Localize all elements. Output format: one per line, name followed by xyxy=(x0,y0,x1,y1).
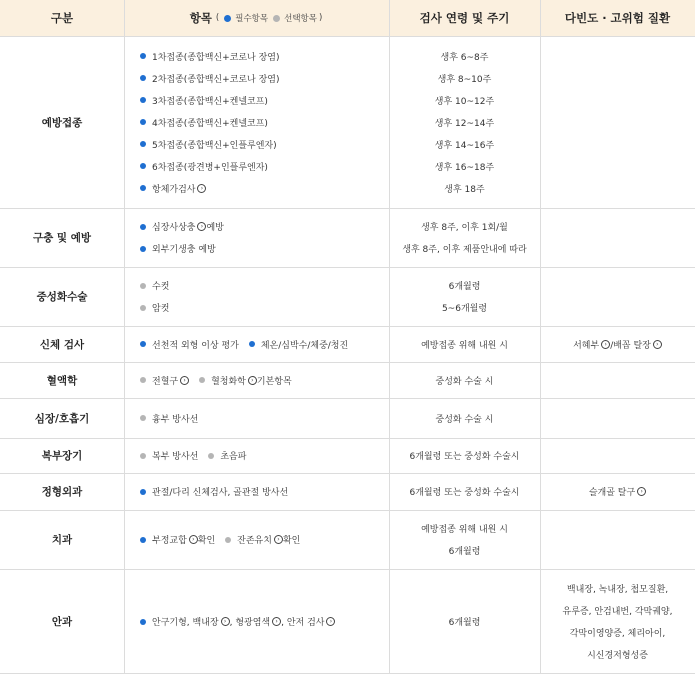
required-dot-icon xyxy=(140,246,146,252)
age-period: 생후 18주 xyxy=(444,184,485,195)
required-dot-icon xyxy=(140,163,146,169)
item-line xyxy=(140,445,256,467)
item-label: 체온/심박수/체중/청진 xyxy=(260,340,349,351)
required-dot-icon xyxy=(249,341,255,347)
age-period: 중성화 수술 시 xyxy=(435,376,494,387)
optional-item xyxy=(140,279,169,292)
age-period: 생후 8~10주 xyxy=(437,74,492,85)
required-dot-icon xyxy=(140,75,146,81)
category-label: 안과 xyxy=(51,616,73,628)
required-dot-icon xyxy=(140,224,146,230)
optional-dot-icon xyxy=(140,283,146,289)
required-item xyxy=(249,338,348,351)
item-line xyxy=(140,611,345,633)
age-period: 6개월령 또는 중성화 수술시 xyxy=(409,452,520,462)
item-line xyxy=(140,89,278,111)
item-line xyxy=(140,481,298,503)
category-label: 구충 및 예방 xyxy=(32,232,92,244)
item-label: 5차접종(종합백신+인플루엔자) xyxy=(152,140,277,151)
age-period: 5~6개월령 xyxy=(441,304,488,314)
item-label: 심장사상충 xyxy=(152,223,196,233)
legend-required-label: 필수항목 xyxy=(235,14,269,24)
required-dot-icon xyxy=(140,489,146,495)
disease-line xyxy=(540,644,695,666)
header-age: 검사 연령 및 주기 xyxy=(419,11,510,25)
age-period: 생후 12~14주 xyxy=(434,118,495,129)
required-dot-icon xyxy=(140,185,146,191)
required-dot-icon xyxy=(140,97,146,103)
required-dot-icon xyxy=(140,341,146,347)
optional-item xyxy=(225,533,300,546)
item-line xyxy=(140,133,287,155)
age-period: 생후 8주, 이후 1회/월 xyxy=(421,223,508,233)
optional-dot-icon xyxy=(140,377,146,383)
item-suffix: 예방 xyxy=(206,223,224,233)
age-period: 6개월령 xyxy=(448,282,481,292)
optional-item xyxy=(208,449,246,462)
item-label: 암컷 xyxy=(152,304,170,314)
info-circle-icon[interactable] xyxy=(189,535,198,544)
item-label: 1차접종(종합백신+코로나 장염) xyxy=(152,52,280,63)
age-period: 생후 6~8주 xyxy=(440,52,489,63)
required-dot-icon xyxy=(140,141,146,147)
item-suffix: 기본항목 xyxy=(256,376,292,387)
optional-dot-icon xyxy=(140,453,146,459)
age-period: 생후 10~12주 xyxy=(434,96,495,107)
item-line xyxy=(140,275,179,297)
item-label: 혈청화학 xyxy=(211,376,246,387)
info-circle-icon[interactable] xyxy=(637,487,646,496)
item-line xyxy=(140,177,216,199)
item-line xyxy=(140,407,208,429)
optional-dot-icon xyxy=(199,377,205,383)
category-label: 예방접종 xyxy=(41,116,83,129)
required-dot-icon xyxy=(140,619,146,625)
item-label: 부정교합 xyxy=(152,536,187,546)
info-circle-icon[interactable] xyxy=(197,184,206,193)
item-line xyxy=(140,238,226,260)
header-diseases: 다빈도 · 고위험 질환 xyxy=(564,11,671,25)
item-line xyxy=(140,155,278,177)
column-divider xyxy=(124,0,125,674)
optional-dot-icon xyxy=(208,453,214,459)
item-line xyxy=(140,369,302,391)
age-period: 생후 14~16주 xyxy=(434,140,495,151)
age-period: 생후 16~18주 xyxy=(434,162,495,173)
category-label: 중성화수술 xyxy=(36,291,88,303)
item-label: 잔존유치 xyxy=(237,536,272,546)
info-circle-icon[interactable] xyxy=(653,340,662,349)
required-dot-icon xyxy=(224,15,231,22)
disease-item xyxy=(540,481,695,503)
info-circle-icon[interactable] xyxy=(221,617,230,626)
info-circle-icon[interactable] xyxy=(248,376,257,385)
info-circle-icon[interactable] xyxy=(180,376,189,385)
item-label: 전혈구 xyxy=(152,376,179,387)
required-item xyxy=(140,160,268,173)
required-dot-icon xyxy=(140,53,146,59)
required-dot-icon xyxy=(140,537,146,543)
optional-dot-icon xyxy=(140,305,146,311)
item-suffix: , 형광염색 xyxy=(229,618,271,628)
info-circle-icon[interactable] xyxy=(197,222,206,231)
disease-label: 유루증, 안검내번, 각막궤양, xyxy=(562,607,673,617)
required-item xyxy=(140,242,216,255)
item-label: 외부기생충 예방 xyxy=(152,245,216,255)
disease-label: 각막이영양증, 체리아이, xyxy=(569,629,666,639)
required-item xyxy=(140,138,277,151)
info-circle-icon[interactable] xyxy=(274,535,283,544)
required-item xyxy=(140,615,335,628)
required-item xyxy=(140,338,239,351)
item-suffix: , 안저 검사 xyxy=(281,618,325,628)
category-label: 정형외과 xyxy=(41,486,83,498)
required-item xyxy=(140,116,268,129)
info-circle-icon[interactable] xyxy=(601,340,610,349)
item-suffix: 확인 xyxy=(197,536,216,546)
optional-dot-icon xyxy=(225,537,231,543)
item-line xyxy=(140,111,278,133)
category-label: 혈액학 xyxy=(46,374,78,387)
item-line xyxy=(140,529,310,551)
optional-item xyxy=(199,374,292,387)
disease-label: 슬개골 탈구 xyxy=(588,488,636,498)
optional-item xyxy=(140,374,189,387)
item-line xyxy=(140,333,358,355)
disease-line xyxy=(540,600,695,622)
item-label: 흉부 방사선 xyxy=(152,414,199,425)
header-items-title: 항목 xyxy=(189,11,212,25)
optional-dot-icon xyxy=(140,415,146,421)
optional-dot-icon xyxy=(273,15,280,22)
item-label: 4차접종(종합백신+켄넬코프) xyxy=(152,118,268,129)
category-label: 복부장기 xyxy=(41,450,83,462)
info-circle-icon[interactable] xyxy=(326,617,335,626)
age-period: 중성화 수술 시 xyxy=(435,414,494,425)
legend-open: ( xyxy=(215,13,220,23)
header-items xyxy=(124,0,389,36)
info-circle-icon[interactable] xyxy=(272,617,281,626)
required-item xyxy=(140,182,206,195)
item-label: 항체가검사 xyxy=(152,184,196,195)
disease-label: 서혜부 xyxy=(573,340,600,351)
header-category: 구분 xyxy=(50,11,74,25)
item-label: 3차접종(종합백신+켄넬코프) xyxy=(152,96,268,107)
disease-line xyxy=(540,622,695,644)
disease-line xyxy=(540,578,695,600)
disease-item xyxy=(540,333,695,355)
legend-optional-label: 선택항목 xyxy=(284,14,317,24)
item-line xyxy=(140,67,289,89)
age-period: 6개월령 xyxy=(448,547,481,557)
category-label: 심장/호흡기 xyxy=(34,412,90,425)
item-label: 수컷 xyxy=(152,282,170,292)
item-label: 안구기형, 백내장 xyxy=(152,618,219,628)
disease-label: 시신경저형성증 xyxy=(587,651,648,661)
category-label: 치과 xyxy=(51,534,73,546)
age-period: 6개월령 xyxy=(448,618,481,628)
item-label: 선천적 외형 이상 평가 xyxy=(152,340,239,351)
item-line xyxy=(140,297,179,319)
legend-close: ) xyxy=(318,13,323,23)
required-item xyxy=(140,533,215,546)
item-label: 2차접종(종합백신+코로나 장염) xyxy=(152,74,280,85)
required-item xyxy=(140,72,279,85)
required-dot-icon xyxy=(140,119,146,125)
age-period: 예방접종 위해 내원 시 xyxy=(421,525,508,535)
optional-item xyxy=(140,301,169,314)
age-period: 생후 8주, 이후 제품안내에 따라 xyxy=(402,245,527,255)
disease-label: 백내장, 녹내장, 첩모질환, xyxy=(566,585,669,595)
optional-item xyxy=(140,449,198,462)
required-item xyxy=(140,94,268,107)
item-label: 복부 방사선 xyxy=(152,452,199,462)
required-item xyxy=(140,50,279,63)
age-period: 예방접종 위해 내원 시 xyxy=(421,340,508,351)
item-line xyxy=(140,216,234,238)
category-label: 신체 검사 xyxy=(39,338,85,351)
item-label: 관절/다리 신체검사, 골관절 방사선 xyxy=(152,488,289,498)
disease-suffix: /배꼽 탈장 xyxy=(610,340,651,351)
required-item xyxy=(140,220,224,233)
age-period: 6개월령 또는 중성화 수술시 xyxy=(409,488,520,498)
item-suffix: 확인 xyxy=(282,536,301,546)
required-item xyxy=(140,485,288,498)
item-label: 6차접종(광견병+인플루엔자) xyxy=(152,162,268,173)
optional-item xyxy=(140,412,198,425)
item-line xyxy=(140,45,289,67)
item-label: 초음파 xyxy=(220,452,247,462)
